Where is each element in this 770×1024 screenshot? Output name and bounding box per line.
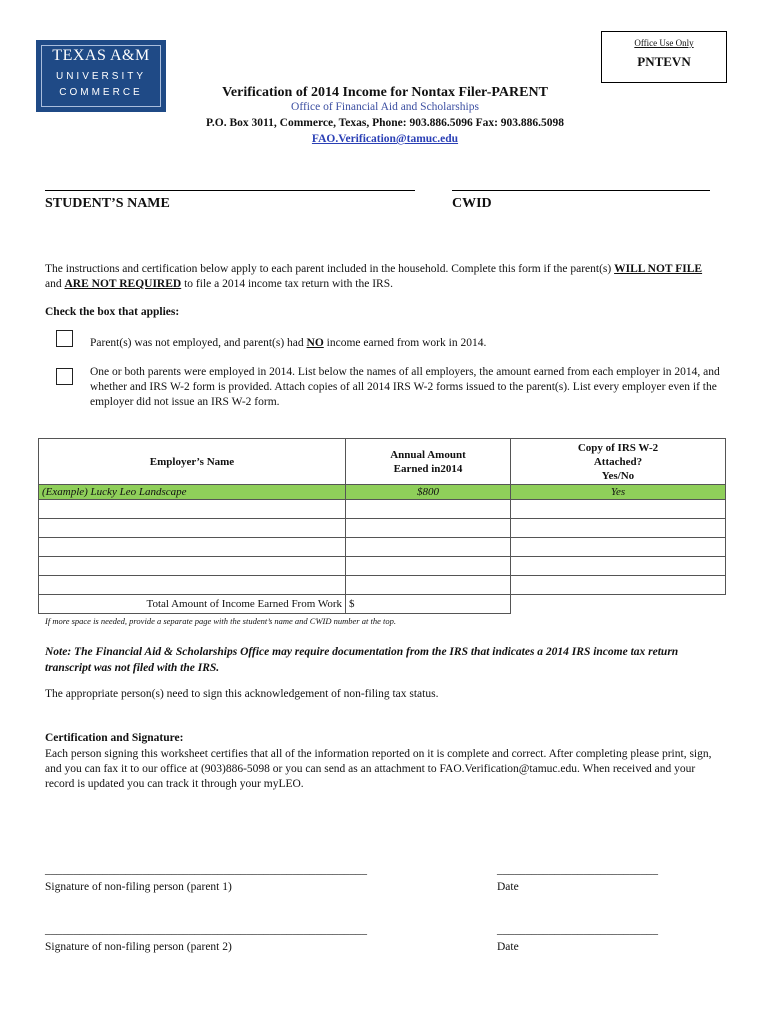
- amount-input[interactable]: [346, 500, 511, 519]
- total-row: [39, 595, 726, 614]
- w2-input[interactable]: [511, 519, 726, 538]
- amount-column-header: [346, 439, 511, 485]
- total-label: Total Amount of Income Earned From Work: [39, 595, 346, 614]
- example-w2-cell: Yes: [511, 485, 726, 500]
- office-address: P.O. Box 3011, Commerce, Texas, Phone: 903.886.5096 Fax: 903.886.5098: [205, 117, 565, 129]
- employer-name-input[interactable]: [39, 557, 346, 576]
- office-use-label: Office Use Only: [634, 38, 694, 48]
- option-employed: One or both parents were employed in 2014. List below the names of all employers, the amount earned from each employer in 2014, and whether and IRS W-2 form is provided. Attach copies of all 2014 IRS W-2 forms issued to the parent(s). List every employer even if the employer did not issue an IRS W-2 form.: [90, 366, 720, 408]
- signature-parent-1-label: Signature of non-filing person (parent 1): [45, 881, 232, 893]
- table-row: [39, 557, 726, 576]
- option1-no-emphasis: NO: [306, 337, 324, 349]
- table-header-row: [39, 439, 726, 485]
- logo-line-1: TEXAS A&M: [52, 47, 150, 64]
- total-amount-input[interactable]: $: [346, 595, 511, 614]
- amount-input[interactable]: [346, 519, 511, 538]
- office-email-link[interactable]: FAO.Verification@tamuc.edu: [311, 133, 459, 145]
- option-not-employed: [90, 336, 720, 351]
- signature-parent-2-field[interactable]: ________________________________________________________: [45, 924, 367, 936]
- w2-input[interactable]: [511, 538, 726, 557]
- employer-name-input[interactable]: [39, 576, 346, 595]
- date-1-label: Date: [497, 881, 519, 893]
- w2-header-line-2: Attached?: [593, 455, 643, 468]
- irs-note: Note: The Financial Aid & Scholarships Office may require documentation from the IRS that indicates a 2014 IRS income tax return transcript was not filed with the IRS.: [45, 646, 679, 674]
- date-1-field[interactable]: ____________________________: [497, 864, 658, 876]
- signature-parent-1-field[interactable]: ________________________________________________________: [45, 864, 367, 876]
- signature-parent-2-label: Signature of non-filing person (parent 2): [45, 941, 232, 953]
- table-row: [39, 519, 726, 538]
- student-name-field[interactable]: [45, 190, 415, 191]
- office-name: Office of Financial Aid and Scholarships: [291, 101, 479, 113]
- table-row: [39, 576, 726, 595]
- logo-line-3: COMMERCE: [59, 87, 143, 98]
- employer-header-text: Employer’s Name: [149, 455, 235, 468]
- w2-input[interactable]: [511, 557, 726, 576]
- logo-line-2: UNIVERSITY: [55, 71, 146, 82]
- option1-text-b: income earned from work in 2014.: [323, 337, 487, 349]
- amount-input[interactable]: [346, 576, 511, 595]
- table-row: [39, 538, 726, 557]
- table-note: If more space is needed, provide a separate page with the student’s name and CWID number at the top.: [45, 616, 396, 626]
- example-amount-cell: $800: [346, 485, 511, 500]
- example-row: [39, 485, 726, 500]
- w2-column-header: [511, 439, 726, 485]
- option1-text-a: Parent(s) was not employed, and parent(s) had: [90, 337, 307, 349]
- office-use-code: PNTEVN: [637, 54, 691, 69]
- form-title: Verification of 2014 Income for Nontax Filer-PARENT: [222, 85, 548, 100]
- instructions-paragraph: [45, 262, 713, 292]
- total-empty-cell: [511, 595, 726, 614]
- w2-header-line-3: Yes/No: [601, 469, 635, 482]
- employer-name-input[interactable]: [39, 519, 346, 538]
- not-employed-checkbox[interactable]: [56, 330, 73, 347]
- cwid-field[interactable]: [452, 190, 710, 191]
- employer-name-input[interactable]: [39, 500, 346, 519]
- amount-input[interactable]: [346, 538, 511, 557]
- table-row: [39, 500, 726, 519]
- employer-table: [38, 438, 726, 614]
- instructions-text-2: and: [45, 278, 65, 290]
- w2-header-line-1: Copy of IRS W-2: [577, 441, 659, 454]
- student-name-label: STUDENT’S NAME: [45, 196, 170, 211]
- employer-name-input[interactable]: [39, 538, 346, 557]
- date-2-label: Date: [497, 941, 519, 953]
- employer-column-header: [39, 439, 346, 485]
- office-use-box: [601, 31, 727, 83]
- check-box-heading: Check the box that applies:: [45, 306, 180, 318]
- are-not-required-emphasis: ARE NOT REQUIRED: [64, 278, 182, 290]
- acknowledgement-text: The appropriate person(s) need to sign this acknowledgement of non-filing tax status.: [45, 688, 439, 700]
- will-not-file-emphasis: WILL NOT FILE: [614, 263, 703, 275]
- w2-input[interactable]: [511, 500, 726, 519]
- amount-header-line-1: Annual Amount: [390, 448, 466, 461]
- amount-header-line-2: Earned in2014: [393, 462, 463, 475]
- instructions-text-1: The instructions and certification below apply to each parent included in the household. Complete this form if the parent(s): [45, 263, 615, 275]
- instructions-text-3: to file a 2014 income tax return with the IRS.: [181, 278, 393, 290]
- date-2-field[interactable]: ____________________________: [497, 924, 658, 936]
- w2-input[interactable]: [511, 576, 726, 595]
- certification-body: Each person signing this worksheet certifies that all of the information reported on it is complete and correct. After completing please print, sign, and you can fax it to our office at (903)886-5098 or you can send as an attachment to FAO.Verification@tamuc.edu. When received and your record is updated you can track it through your myLEO.: [45, 748, 712, 790]
- amount-input[interactable]: [346, 557, 511, 576]
- certification-heading: Certification and Signature:: [45, 732, 184, 744]
- cwid-label: CWID: [452, 196, 492, 211]
- example-employer-cell: (Example) Lucky Leo Landscape: [39, 485, 346, 500]
- employed-checkbox[interactable]: [56, 368, 73, 385]
